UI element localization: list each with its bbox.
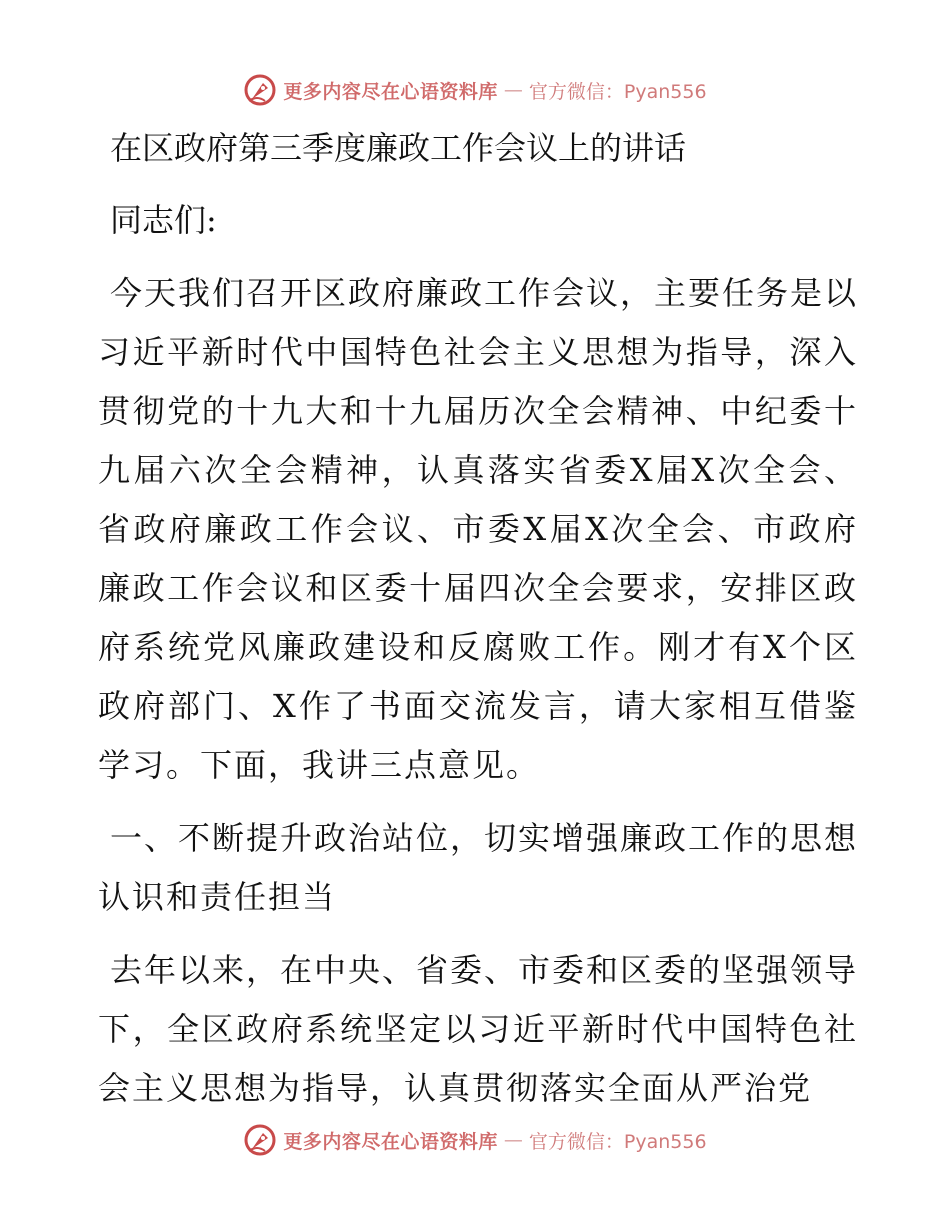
watermark-wechat-text: 官方微信：Pyan556 [528,1130,707,1153]
document-body [98,118,858,1118]
watermark-wechat-text: 官方微信：Pyan556 [528,80,707,103]
pen-nib-logo-icon [243,73,277,107]
watermark-brand-text: 更多内容尽在心语资料库 [283,80,498,103]
watermark-separator: — [503,1129,523,1151]
watermark-brand-text: 更多内容尽在心语资料库 [283,1130,498,1153]
section-paragraph: 去年以来，在中央、省委、市委和区委的坚强领导下，全区政府系统坚定以习近平新时代中国特色社会主义思想为指导，认真贯彻落实全面从严治党 [98,951,859,1107]
watermark-separator: — [503,79,523,101]
header-watermark [0,70,950,110]
pen-nib-logo-icon [243,1123,277,1157]
document-title: 在区政府第三季度廉政工作会议上的讲话 [110,129,687,167]
section-heading: 一、不断提升政治站位，切实增强廉政工作的思想认识和责任担当 [98,819,859,916]
intro-paragraph: 今天我们召开区政府廉政工作会议，主要任务是以习近平新时代中国特色社会主义思想为指导，深入贯彻党的十九大和十九届历次全会精神、中纪委十九届六次全会精神，认真落实省委X届X次全会、省政府廉政工作会议、市委X届X次全会、市政府廉政工作会议和区委十届四次全会要求，安排区政府系统党风廉政建设和反腐败工作。刚才有X个区政府部门、X作了书面交流发言，请大家相互借鉴学习。下面，我讲三点意见。 [98,274,859,784]
document-salutation: 同志们: [110,201,217,239]
footer-watermark [0,1120,950,1160]
